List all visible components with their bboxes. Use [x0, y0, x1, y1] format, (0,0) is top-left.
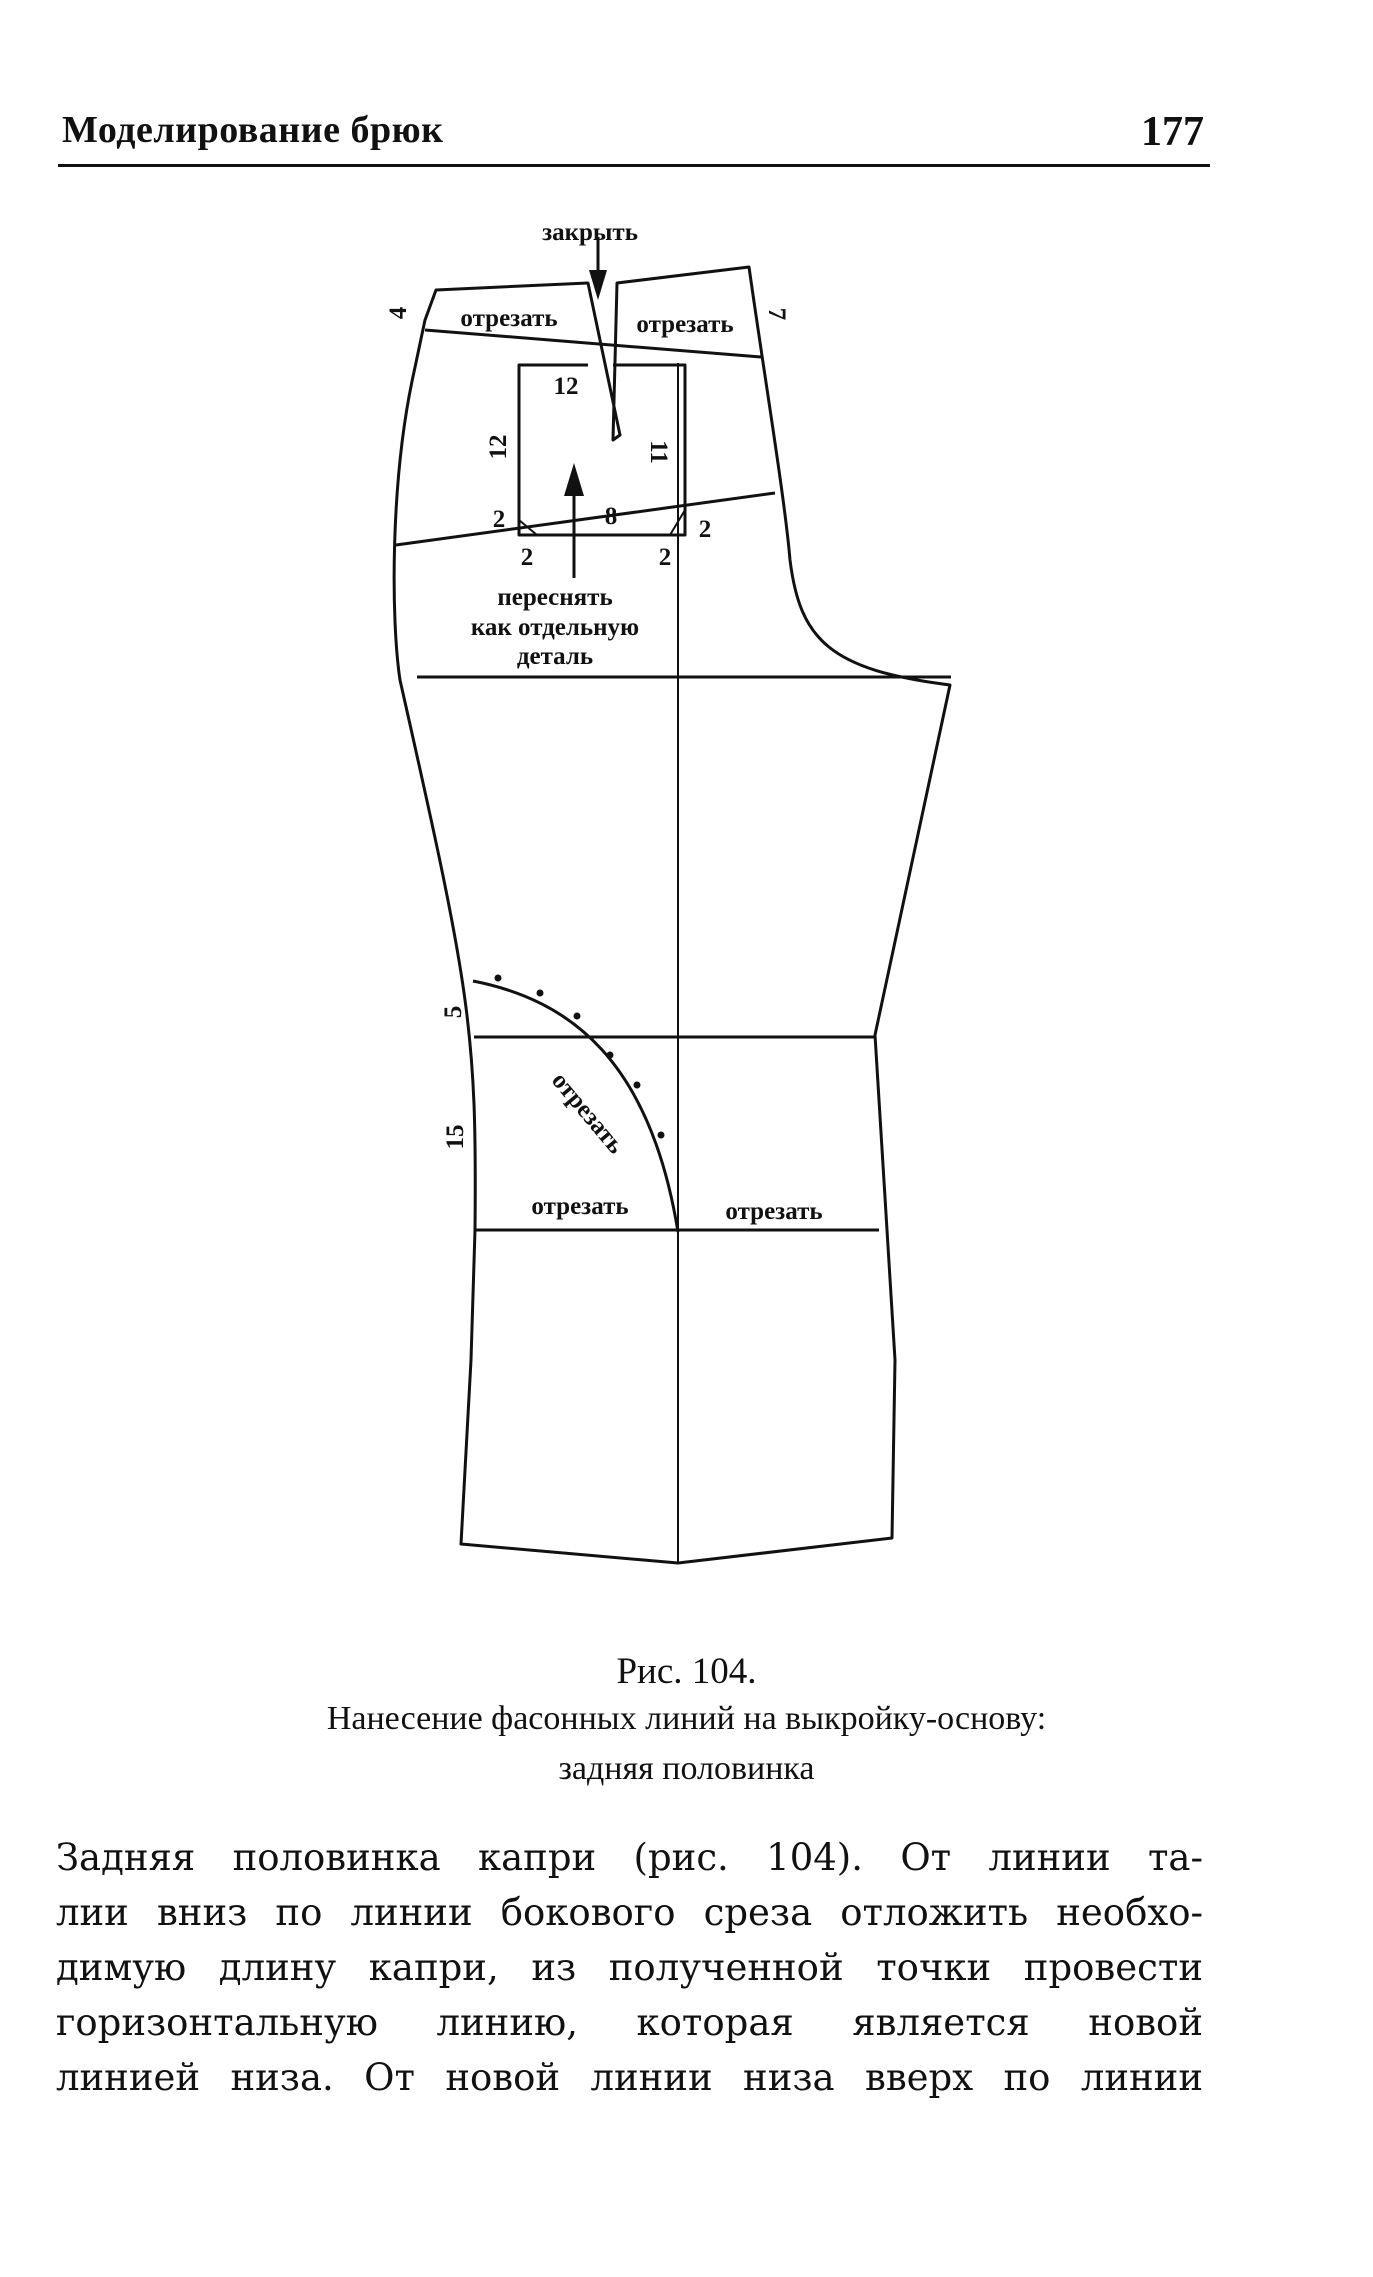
page-number: 177 [1141, 109, 1204, 155]
cut-label-curve: отрезать [546, 1067, 630, 1160]
dimension-12-top: 12 [553, 373, 579, 400]
dimension-7: 7 [763, 307, 790, 321]
retrace-note-line-1: переснять [497, 584, 613, 611]
figure-number: Рис. 104. [616, 1651, 757, 1692]
body-paragraph [56, 1830, 1203, 2105]
dimension-2-upper-left: 2 [492, 506, 506, 533]
cut-label-waist-right: отрезать [636, 311, 734, 338]
body-line: лии вниз по линии бокового среза отложить необхо- [56, 1891, 1203, 1934]
section-title: Моделирование брюк [62, 109, 444, 151]
dimension-15: 15 [442, 1124, 469, 1150]
dimension-4: 4 [385, 306, 412, 320]
dimension-5: 5 [440, 1005, 467, 1019]
dimension-12-side: 12 [485, 434, 512, 460]
dimension-8: 8 [604, 503, 618, 530]
body-line: горизонтальную линию, которая является новой [56, 2001, 1203, 2044]
body-line: димую длину капри, из полученной точки провести [56, 1946, 1203, 1989]
dimension-2-upper-right: 2 [698, 516, 712, 543]
close-arrow [589, 237, 607, 300]
cut-label-knee-left: отрезать [531, 1193, 629, 1220]
figure-caption-line-1: Нанесение фасонных линий на выкройку-основу: [326, 1700, 1047, 1737]
close-label: закрыть [542, 219, 638, 246]
retrace-note-line-3: деталь [516, 643, 594, 670]
figure-caption-line-2: задняя половинка [558, 1750, 815, 1787]
dimension-2-lower-left: 2 [520, 544, 534, 571]
yoke-line [396, 493, 775, 545]
cut-label-knee-right: отрезать [725, 1198, 823, 1225]
body-line: Задняя половинка капри (рис. 104). От линии та- [56, 1836, 1203, 1879]
body-line: линией низа. От новой линии низа вверх по линии [56, 2056, 1203, 2099]
dimension-11-side: 11 [645, 440, 672, 464]
cut-label-waist-left: отрезать [460, 305, 558, 332]
retrace-note-line-2: как отдельную [470, 614, 640, 641]
dimension-2-lower-right: 2 [658, 544, 672, 571]
